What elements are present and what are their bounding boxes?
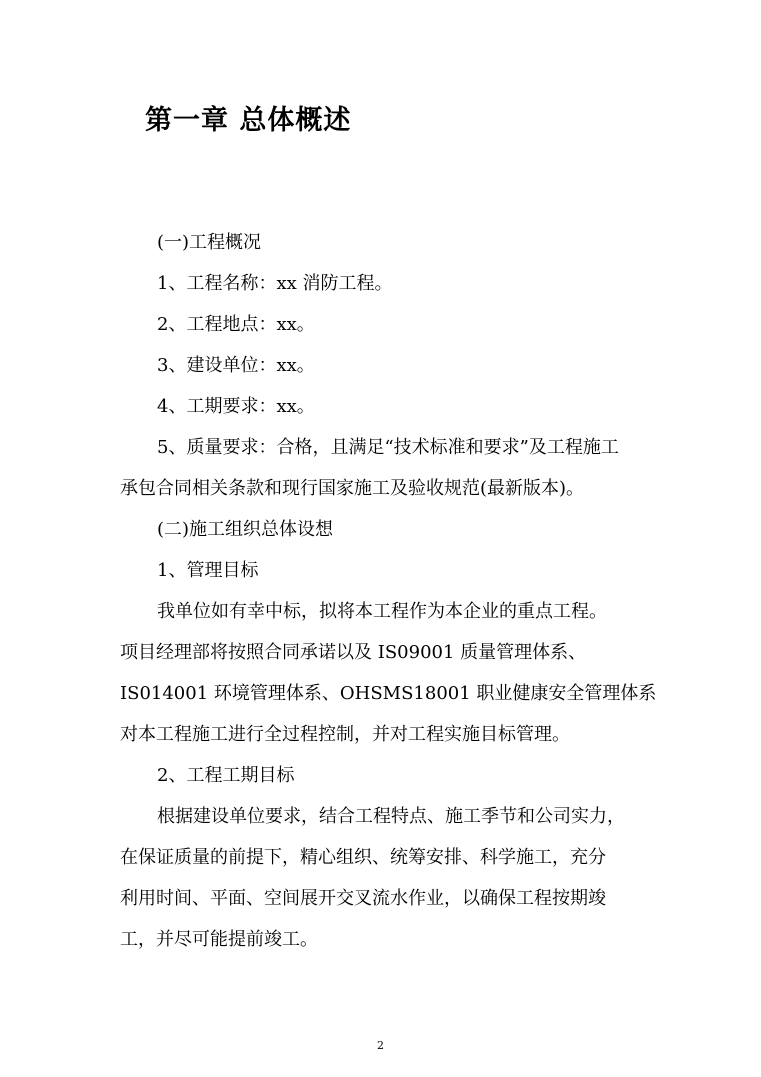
paragraph-management-text: 我单位如有幸中标，拟将本工程作为本企业的重点工程。 — [157, 601, 607, 622]
body-text — [120, 222, 657, 960]
paragraph-schedule-requirement: 4、工期要求：xx。 — [157, 396, 315, 417]
chapter-title: 第一章 总体概述 — [145, 105, 352, 136]
paragraph-management-goal: 1、管理目标 — [157, 560, 259, 581]
section-heading-overview: (一)工程概况 — [157, 232, 262, 253]
paragraph-quality-requirement-cont: 承包合同相关条款和现行国家施工及验收规范(最新版本)。 — [120, 478, 585, 499]
paragraph-schedule-goal: 2、工程工期目标 — [157, 765, 295, 786]
section-heading-organization: (二)施工组织总体设想 — [157, 519, 334, 540]
paragraph-schedule-text-cont: 工，并尽可能提前竣工。 — [120, 929, 318, 950]
paragraph-client: 3、建设单位：xx。 — [157, 355, 315, 376]
paragraph-schedule-text-cont: 利用时间、平面、空间展开交叉流水作业，以确保工程按期竣 — [120, 888, 606, 909]
paragraph-project-name: 1、工程名称：xx 消防工程。 — [157, 273, 393, 294]
page-number: 2 — [377, 1039, 384, 1052]
paragraph-quality-requirement: 5、质量要求：合格，且满足“技术标准和要求”及工程施工 — [157, 437, 619, 458]
paragraph-management-text-cont: 项目经理部将按照合同承诺以及 IS09001 质量管理体系、 — [120, 642, 587, 663]
paragraph-schedule-text-cont: 在保证质量的前提下，精心组织、统筹安排、科学施工，充分 — [120, 847, 606, 868]
paragraph-schedule-text: 根据建设单位要求，结合工程特点、施工季节和公司实力， — [157, 806, 625, 827]
paragraph-project-location: 2、工程地点：xx。 — [157, 314, 315, 335]
paragraph-management-text-cont: 对本工程施工进行全过程控制，并对工程实施目标管理。 — [120, 724, 570, 745]
paragraph-management-text-cont: IS014001 环境管理体系、OHSMS18001 职业健康安全管理体系 — [120, 683, 657, 704]
